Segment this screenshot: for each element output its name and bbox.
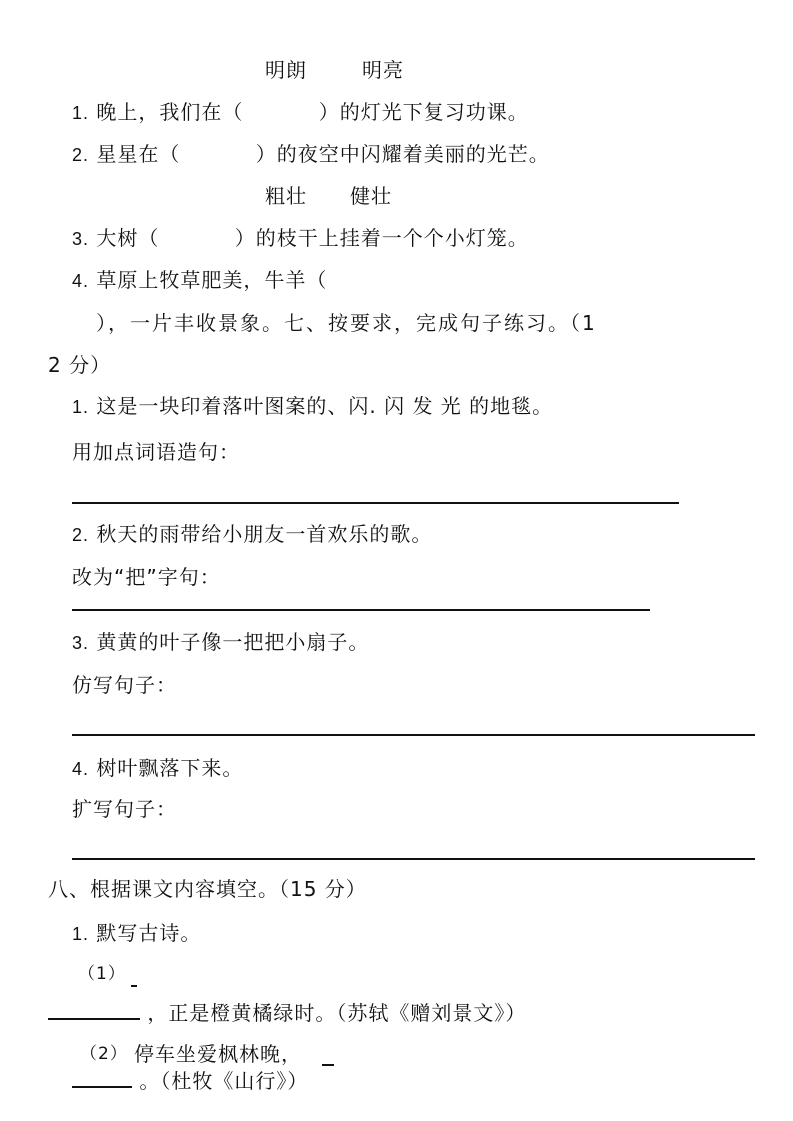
word-choice: 粗壮 [265, 184, 307, 208]
poem-line [72, 1068, 308, 1093]
exercise-item [72, 522, 432, 547]
question-text: 黄黄的叶子像一把把小扇子。 [96, 630, 370, 654]
exercise-item [72, 630, 369, 655]
word-choice: 健壮 [350, 184, 392, 208]
poem-number: （2） [80, 1044, 128, 1064]
question-text: 大树（ ）的枝干上挂着一个个小灯笼。 [96, 226, 529, 250]
exercise-item [72, 756, 243, 781]
exercise-task: 扩写句子： [72, 797, 177, 821]
question-number: 1. [72, 924, 90, 944]
question-text: 树叶飘落下来。 [96, 756, 244, 780]
question-item [72, 100, 529, 125]
word-choice: 明朗 [265, 58, 307, 82]
poem-line [48, 1000, 526, 1025]
section-title: 八、根据课文内容填空。（15 分） [48, 877, 367, 901]
answer-line[interactable] [72, 858, 755, 860]
question-number: 4. [72, 271, 90, 291]
poem-text: ，正是橙黄橘绿时。（苏轼《赠刘景文》） [147, 1001, 527, 1025]
poem-text: 。（杜牧《山行》） [139, 1069, 309, 1093]
answer-line[interactable] [72, 502, 679, 504]
question-number: 2. [72, 525, 90, 545]
question-continuation: 2 分） [48, 353, 112, 377]
question-text: 星星在（ ）的夜空中闪耀着美丽的光芒。 [96, 142, 550, 166]
blank-mark [131, 985, 137, 987]
answer-line[interactable] [72, 609, 650, 611]
question-text: 草原上牧草肥美，牛羊（ [96, 268, 328, 292]
exercise-task: 改为“把”字句： [72, 565, 221, 589]
question-number: 3. [72, 633, 90, 653]
question-number: 3. [72, 229, 90, 249]
exercise-task: 仿写句子： [72, 673, 177, 697]
poem-heading [72, 921, 201, 946]
question-number: 2. [72, 145, 90, 165]
answer-line[interactable] [72, 734, 755, 736]
question-number: 4. [72, 759, 90, 779]
question-item [72, 268, 327, 293]
poem-number: （1） [78, 964, 126, 984]
exercise-task: 用加点词语造句： [72, 440, 240, 464]
exercise-item [72, 394, 553, 419]
question-continuation: ），一片丰收景象。七、按要求，完成句子练习。（1 [96, 311, 597, 335]
question-item [72, 226, 529, 251]
question-text: 默写古诗。 [96, 921, 202, 945]
question-number: 1. [72, 103, 90, 123]
question-item [72, 142, 550, 167]
blank-mark [322, 1064, 334, 1066]
fill-blank[interactable] [72, 1068, 132, 1088]
question-number: 1. [72, 397, 90, 417]
word-choice: 明亮 [362, 58, 404, 82]
fill-blank[interactable] [48, 1000, 140, 1020]
poem-text: 停车坐爱枫林晚， [134, 1042, 302, 1066]
question-text: 晚上，我们在（ ）的灯光下复习功课。 [96, 100, 529, 124]
question-text: 秋天的雨带给小朋友一首欢乐的歌。 [96, 522, 433, 546]
question-text: 这是一块印着落叶图案的、闪. 闪 发 光 的地毯。 [96, 394, 554, 418]
